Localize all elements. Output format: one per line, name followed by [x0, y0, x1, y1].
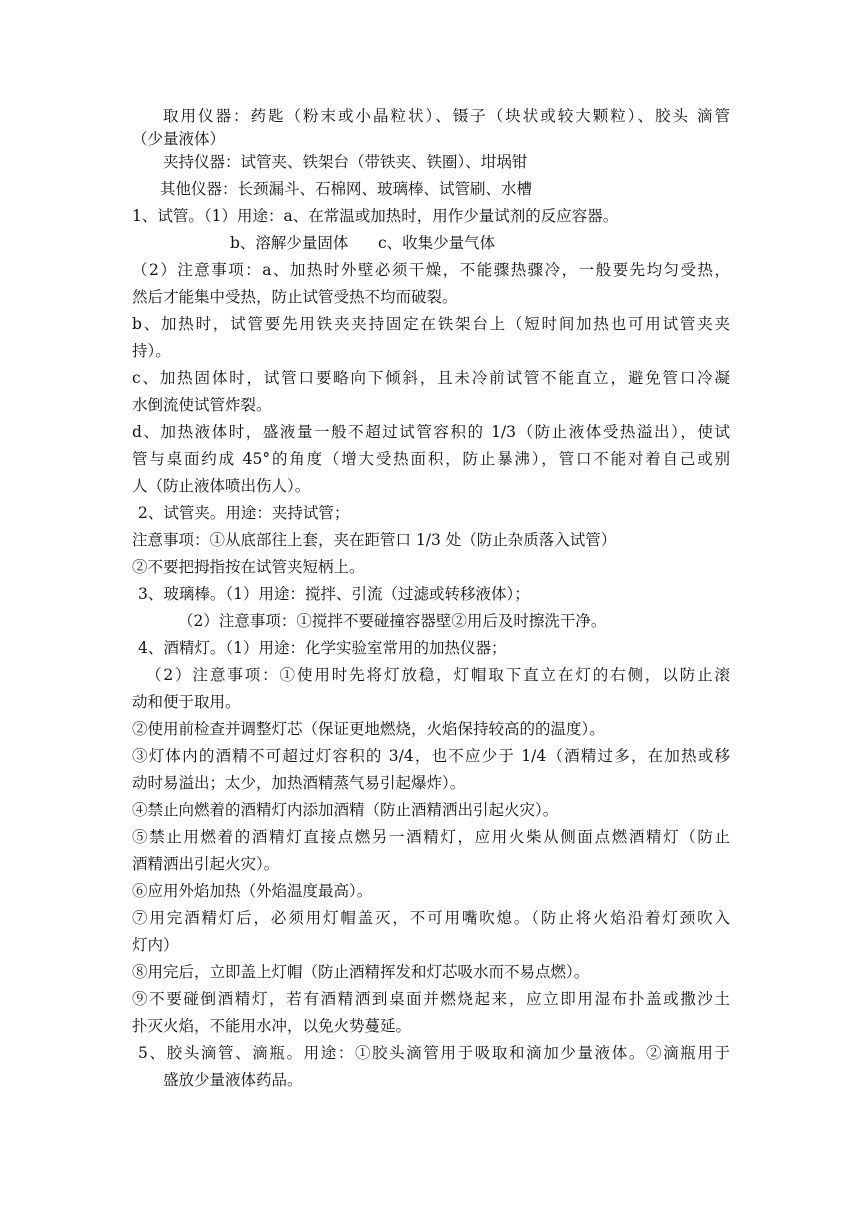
text-line: ④禁止向燃着的酒精灯内添加酒精（防止酒精洒出引起火灾）。 [132, 801, 559, 819]
text-line: 2、试管夹。用途：夹持试管； [138, 504, 350, 522]
text-line: 4、酒精灯。（1）用途：化学实验室常用的加热仪器； [138, 639, 507, 657]
text-line: 水倒流使试管炸裂。 [132, 396, 272, 414]
text-line: b、溶解少量固体 c、收集少量气体 [230, 234, 496, 252]
text-line: 酒精洒出引起火灾）。 [132, 855, 280, 873]
text-line: c、加热固体时，试管口要略向下倾斜，且未冷前试管不能直立，避免管口冷凝 [132, 369, 730, 387]
text-line: ②使用前检查并调整灯芯（保证更地燃烧，火焰保持较高的的温度）。 [132, 720, 605, 738]
text-line: 盛放少量液体药品。 [163, 1071, 303, 1089]
text-line: b、加热时，试管要先用铁夹夹持固定在铁架台上（短时间加热也可用试管夹夹 [132, 315, 730, 333]
text-line: （2）注意事项：①使用时先将灯放稳，灯帽取下直立在灯的右侧，以防止滚 [146, 666, 730, 684]
text-line: d、加热液体时，盛液量一般不超过试管容积的 1/3（防止液体受热溢出），使试 [132, 423, 730, 441]
text-line: ⑧用完后，立即盖上灯帽（防止酒精挥发和灯芯吸水而不易点燃）。 [132, 963, 590, 981]
text-line: （2）注意事项：①搅拌不要碰撞容器壁②用后及时擦洗干净。 [178, 612, 607, 630]
text-line: 持）。 [132, 342, 171, 360]
text-line: ⑥应用外焰加热（外焰温度最高）。 [132, 882, 373, 900]
text-line: 其他仪器：长颈漏斗、石棉网、玻璃棒、试管刷、水槽 [160, 180, 533, 198]
text-line: ⑨不要碰倒酒精灯，若有酒精洒到桌面并燃烧起来，应立即用湿布扑盖或撒沙土 [132, 990, 730, 1008]
text-line: 注意事项：①从底部往上套，夹在距管口 1/3 处（防止杂质落入试管） [132, 531, 617, 549]
text-line: （少量液体） [132, 130, 226, 148]
text-line: 动时易溢出；太少，加热酒精蒸气易引起爆炸）。 [132, 774, 466, 792]
text-line: 动和便于取用。 [132, 693, 241, 711]
text-line: 3、玻璃棒。（1）用途：搅拌、引流（过滤或转移液体）； [138, 585, 530, 603]
text-line: 人（防止液体喷出伤人）。 [132, 477, 311, 495]
text-line: 扑灭火焰，不能用水冲，以免火势蔓延。 [132, 1017, 412, 1035]
text-line: （2）注意事项：a、加热时外壁必须干燥，不能骤热骤冷，一般要先均匀受热， [132, 261, 730, 279]
text-line: ⑦用完酒精灯后，必须用灯帽盖灭，不可用嘴吹熄。（防止将火焰沿着灯颈吹入 [132, 909, 730, 927]
text-line: ③灯体内的酒精不可超过灯容积的 3/4，也不应少于 1/4（酒精过多，在加热或移 [132, 747, 730, 765]
text-line: ②不要把拇指按在试管夹短柄上。 [132, 558, 365, 576]
text-line: 灯内） [132, 936, 179, 954]
text-line: 夹持仪器：试管夹、铁架台（带铁夹、铁圈）、坩埚钳 [163, 153, 528, 171]
text-line: 5、胶头滴管、滴瓶。用途：①胶头滴管用于吸取和滴加少量液体。②滴瓶用于 [138, 1044, 730, 1062]
text-line: 1、试管。（1）用途：a、在常温或加热时，用作少量试剂的反应容器。 [132, 207, 619, 225]
text-line: ⑤禁止用燃着的酒精灯直接点燃另一酒精灯，应用火柴从侧面点燃酒精灯（防止 [132, 828, 730, 846]
text-line: 管与桌面约成 45°的角度（增大受热面积，防止暴沸），管口不能对着自己或别 [132, 450, 730, 468]
text-line: 然后才能集中受热，防止试管受热不均而破裂。 [132, 288, 458, 306]
text-line: 取用仪器：药匙（粉末或小晶粒状）、镊子（块状或较大颗粒）、胶头 滴管 [163, 107, 730, 125]
